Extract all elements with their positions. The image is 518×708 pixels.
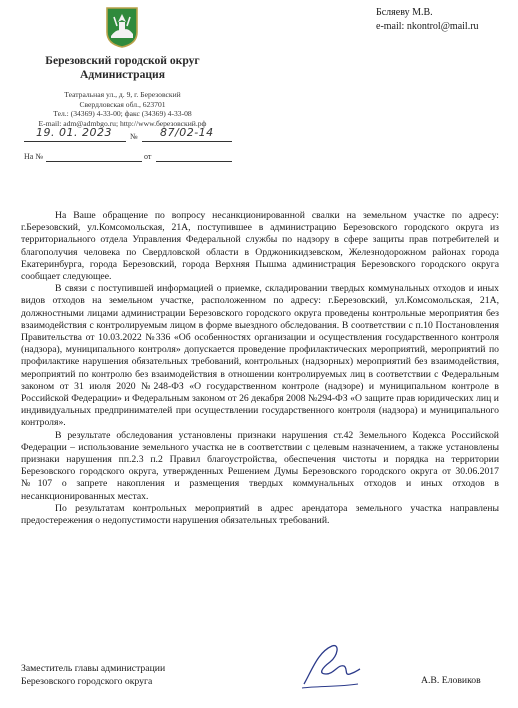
paragraph-4: По результатам контрольных мероприятий в адрес арендатора земельного участка направлены предостережения о недопустимости нарушения обязательных требований. bbox=[21, 502, 499, 527]
org-title-line1: Березовский городской округ bbox=[45, 54, 200, 67]
recipient-email: e-mail: nkontrol@mail.ru bbox=[376, 21, 479, 32]
letter-body bbox=[21, 210, 499, 527]
paragraph-3: В результате обследования установлены признаки нарушения ст.42 Земельного Кодекса Российской Федерации – использование земельного участка не в соответствии с целевым назначением, а также установлены признаки нарушения пп.2.3 п.2 Правил благоустройства, обеспечения чистоты и порядка на территории Березовского городского округа, утвержденных Решением Думы Березовского городского округа от 30.06.2017 №107 о запрете накопления и размещения твердых коммунальных отходов и иных отходов в несанкционированных местах. bbox=[21, 429, 499, 502]
recipient-block bbox=[376, 6, 479, 34]
organization-header bbox=[10, 54, 235, 128]
outgoing-number: 87/02-14 bbox=[160, 126, 214, 139]
incoming-date-underline bbox=[156, 161, 232, 162]
incoming-number-prefix: На № bbox=[24, 152, 43, 161]
paragraph-1: На Ваше обращение по вопросу несанкционированной свалки на земельном участке по адресу: г.Березовский, ул.Комсомольская, 21А, поступившее в администрацию Березовского городского округа из территориального отдела Управления Федеральной службы по надзору в сфере защиты прав потребителей и благополучия человека по Свердловской области в Орджоникидзевском, Железнодорожном районах города Екатеринбурга, города Березовский, города Верхняя Пышма администрация Березовского городского округа сообщает следующее. bbox=[21, 210, 499, 283]
outgoing-number-prefix: № bbox=[130, 132, 138, 141]
signatory-position-line1: Заместитель главы администрации bbox=[21, 663, 166, 674]
signatory-name: А.В. Еловиков bbox=[421, 675, 481, 686]
org-title-line2: Администрация bbox=[79, 68, 166, 81]
incoming-from-label: от bbox=[144, 152, 152, 161]
outgoing-date: 19. 01. 2023 bbox=[36, 126, 112, 139]
date-underline bbox=[24, 141, 126, 142]
signatory-position bbox=[21, 662, 165, 688]
recipient-name: Бсляеву М.В. bbox=[376, 7, 433, 18]
org-address-line1: Театральная ул., д. 9, г. Березовский bbox=[64, 90, 181, 99]
handwritten-signature bbox=[298, 640, 364, 692]
signatory-position-line2: Березовского городского округа bbox=[21, 676, 153, 687]
org-phone-line: Тел.: (34369) 4-33-00; факс (34369) 4-33-08 bbox=[53, 109, 192, 119]
number-underline bbox=[142, 141, 232, 142]
paragraph-2: В связи с поступившей информацией о приемке, складировании твердых коммунальных отходов и иных видов отходов на земельном участке, расположенном по адресу: г.Березовский, ул.Комсомольская, 21А, должностными лицами администрации Березовского городского округа проведены контрольные мероприятия без взаимодействия с контролируемым лицом в форме выездного обследования. В соответствии с п.10 Постановления Правительства от 10.03.2022 №336 «Об особенностях организации и осуществления государственного контроля (надзора), муниципального контроля» допускается проведение профилактических мероприятий, мероприятий по профилактике нарушения обязательных требований, контрольных (надзорных) мероприятий без взаимодействия, мероприятий по контролю без взаимодействия в отношении контролируемых лиц в соответствии с Федеральным законом от 31 июля 2020 №248-ФЗ «О государственном контроле (надзоре) и муниципальном контроле в Российской Федерации» и Федеральным законом от 26 декабря 2008 №294-ФЗ «О защите прав юридических лиц и индивидуальных предпринимателей при осуществлении государственного контроля (надзора) и муниципального контроля». bbox=[21, 283, 499, 429]
incoming-number-underline bbox=[46, 161, 142, 162]
coat-of-arms-icon bbox=[105, 6, 139, 48]
org-address-line2: Свердловская обл., 623701 bbox=[79, 99, 166, 109]
org-email-line: E-mail: adm@admbgo.ru; http://www.березовский.рф bbox=[38, 118, 207, 128]
